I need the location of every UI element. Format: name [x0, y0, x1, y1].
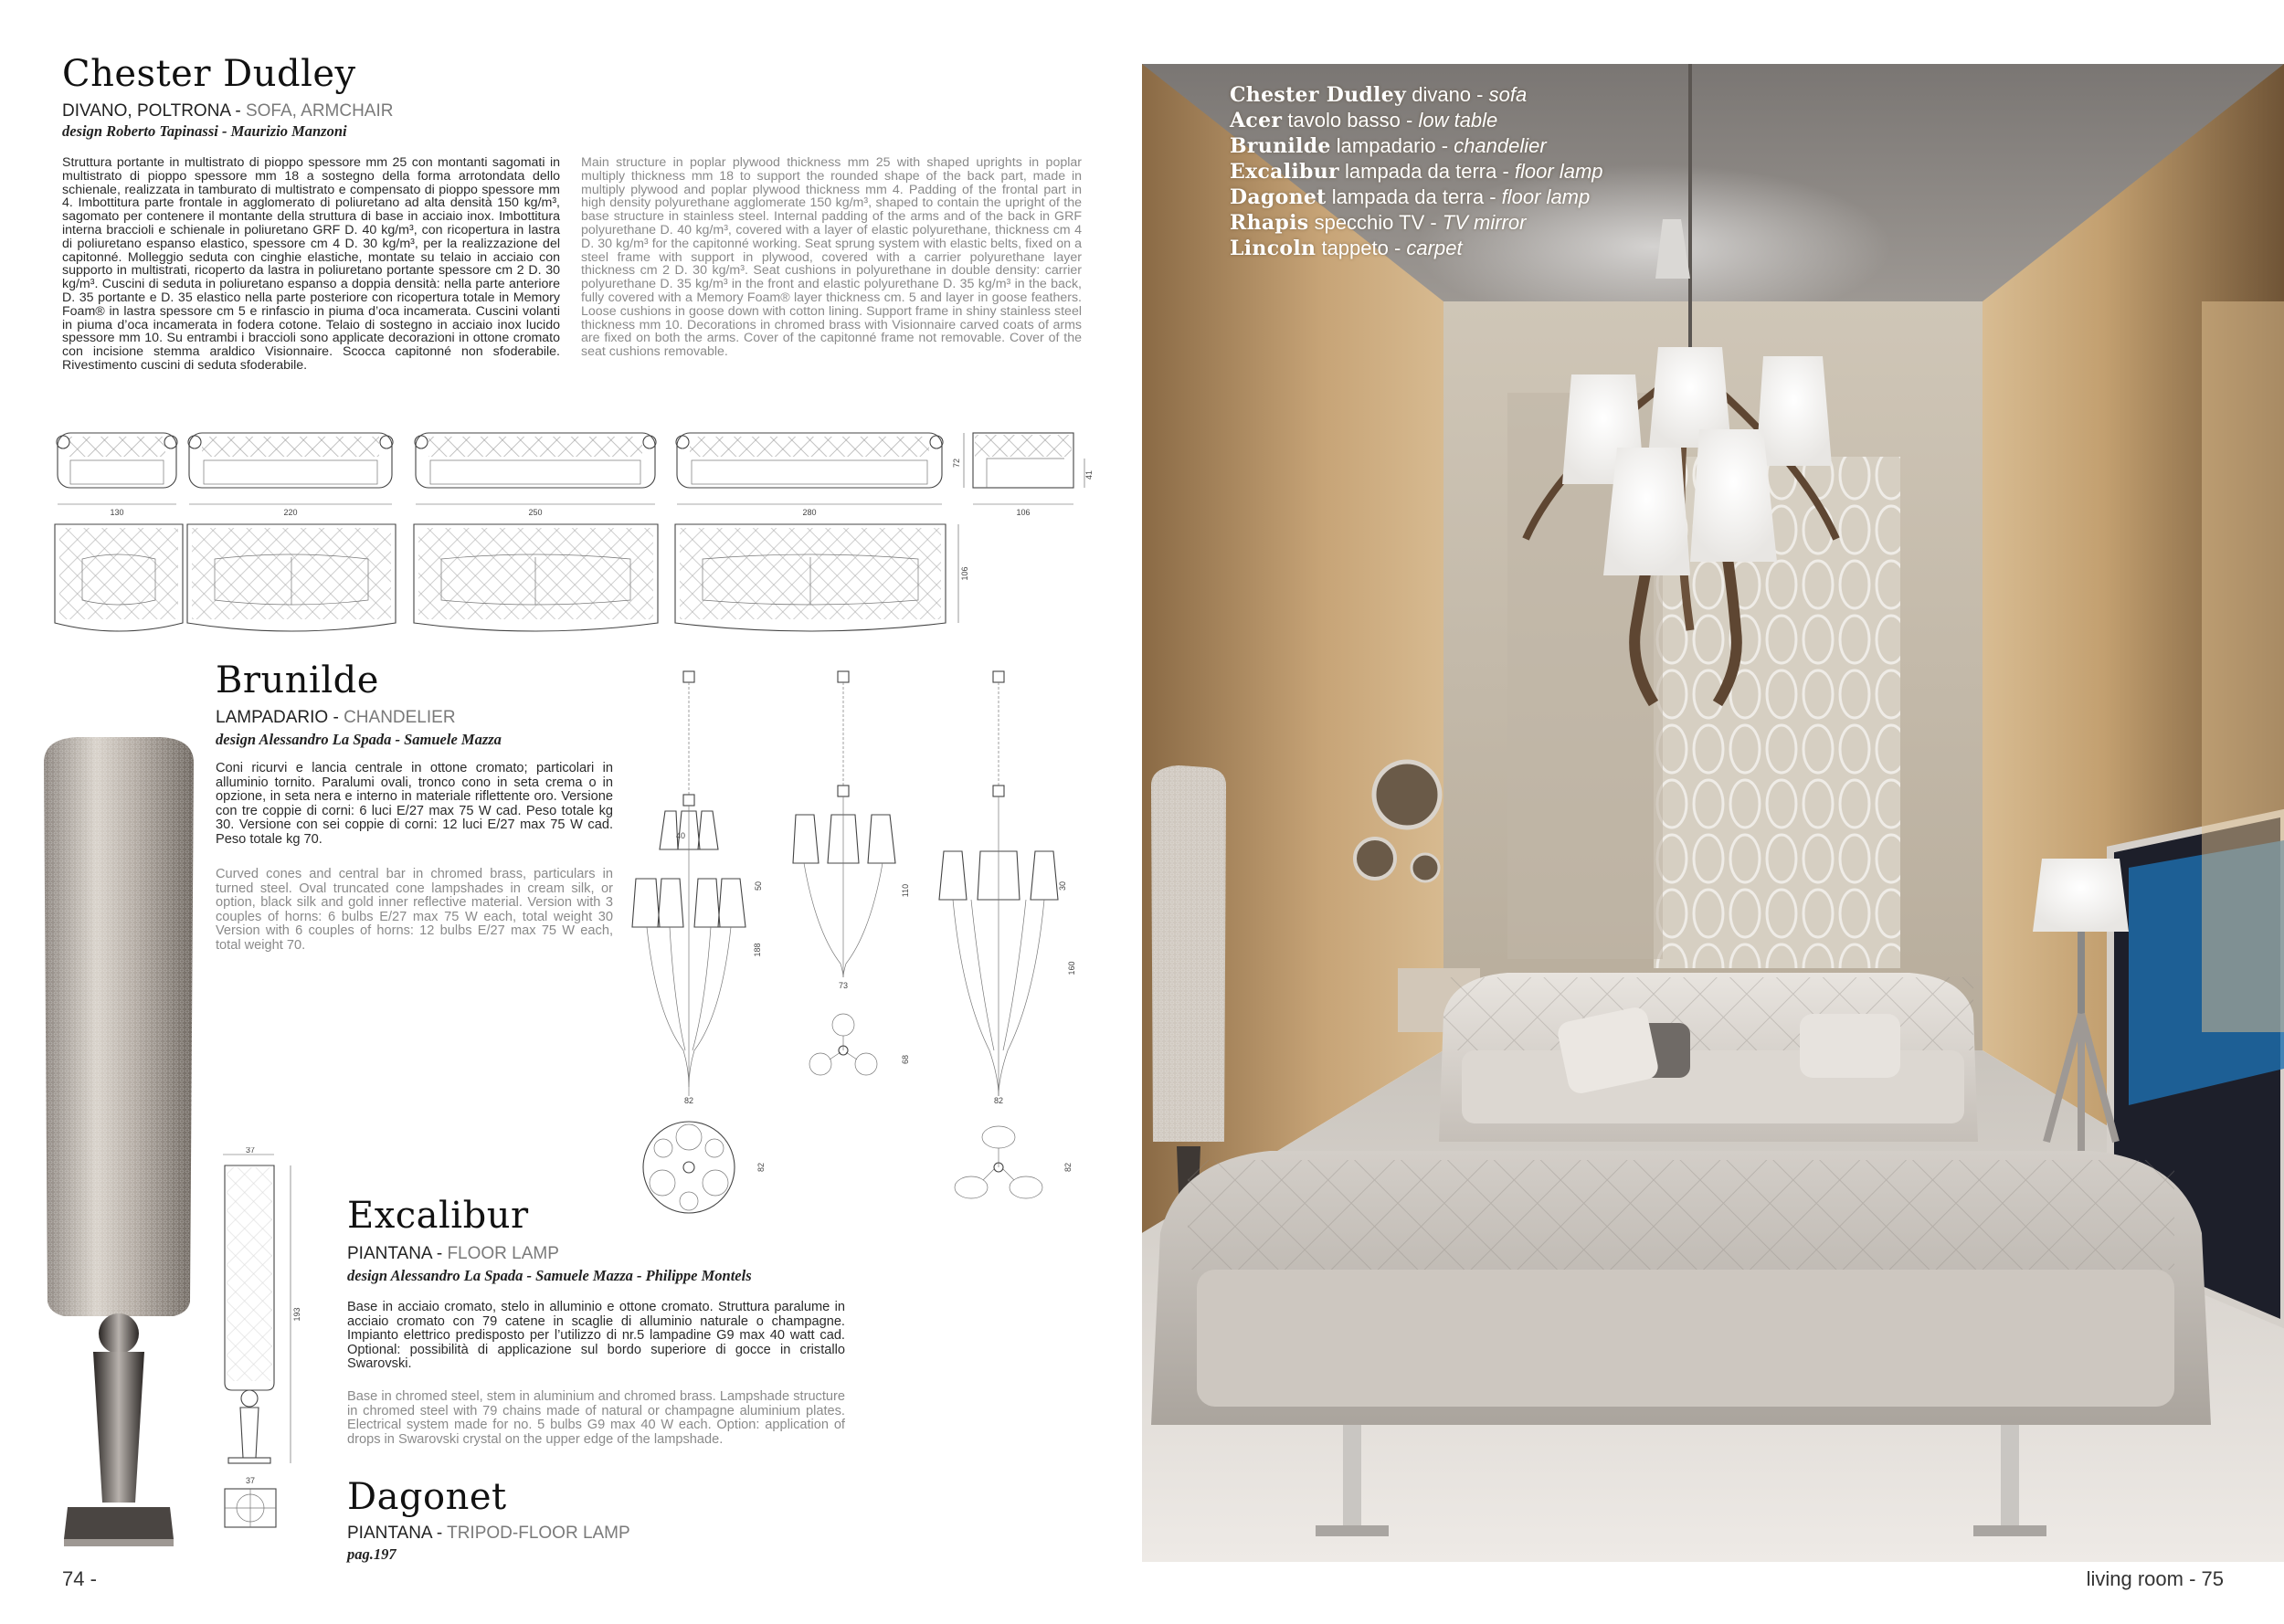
caption-name: Chester Dudley — [1230, 83, 1407, 107]
dagonet-category-en: TRIPOD-FLOOR LAMP — [447, 1524, 630, 1543]
excalibur-text-it: Base in acciaio cromato, stelo in alluminio e ottone cromato. Struttura paralume in acciaio cromato con 79 catene in scaglie di alluminio naturale o champagne. Impianto elettrico predisposto per l’utilizzo di nr.5 lampadine G9 max 40 watt cad. Optional: possibilità di applicazione sul bordo superiore di gocce in cristallo Swarovski. — [347, 1300, 845, 1372]
dagonet-category — [347, 1524, 630, 1544]
dim-brunilde-188: 188 — [753, 943, 762, 957]
page-number-right: living room - 75 — [2086, 1567, 2224, 1590]
chandelier-plan-tall — [955, 1126, 1042, 1198]
excalibur-category-it: PIANTANA — [347, 1244, 432, 1263]
chester-title: Chester Dudley — [62, 53, 356, 95]
dim-side-106: 106 — [1016, 508, 1031, 517]
dim-brunilde-160: 160 — [1067, 961, 1076, 975]
caption-en: carpet — [1406, 237, 1463, 259]
caption-name: Acer — [1230, 109, 1283, 132]
dim-brunilde-68: 68 — [901, 1054, 910, 1065]
brunilde-category-it: LAMPADARIO — [216, 708, 329, 727]
sofa-side-view — [973, 433, 1073, 488]
dim-280: 280 — [802, 508, 817, 517]
brunilde-category-en: CHANDELIER — [344, 708, 456, 727]
dim-brunilde-82: 82 — [683, 1096, 694, 1105]
chester-text-it: Struttura portante in multistrato di pioppo spessore mm 25 con montanti sagomati in multistrato di pioppo spessore mm 18 a sostegno della forma arrotondata dello schienale, realizzata in tamburato di multistrato e compensato di pioppo spessore mm 4. Imbottitura parte frontale in agglomerato di poliuretano ad alta densità 150 kg/m³, sagomato per contenere il montante della struttura di base in acciaio inox. Imbottitura interna braccioli e schienale in poliuretano GRF D. 40 kg/m³, con ricopertura in lastra di poliuretano espanso elastico, spessore cm 4 D. 30 kg/m³, per la realizzazione del capitonné. Molleggio seduta con cinghie elastiche, montate su telaio in acciaio con supporto in multistrati, ricoperto da lastra in poliuretano portante spessore cm 2 D. 30 kg/m³. Cuscini di seduta in poliuretano espanso a doppia densità: nella parte anteriore D. 35 portante e D. 35 elastico nella parte posteriore con ricopertura totale in Memory Foam® in lastra spessore cm 5 e rinfascio in piuma d’oca incamerata. Cuscini volanti in piuma d’oca incamerata in fodera cotone. Telaio di sostegno in acciaio inox lucido spessore mm 10. Su entrambi i braccioli sono applicate decorazioni in ottone cromato con incisione stemma araldico Visionnaire. Scocca capitonné non sfoderabile. Rivestimento cuscini di seduta sfoderabile. — [62, 155, 560, 373]
dim-excalibur-193: 193 — [292, 1307, 301, 1322]
dim-220: 220 — [283, 508, 298, 517]
brunilde-drawings — [629, 667, 1104, 1224]
chandelier-elevation-tall — [939, 671, 1058, 1096]
excalibur-category-sep: - — [431, 1244, 448, 1263]
caption-en: chandelier — [1454, 134, 1547, 157]
caption-line — [1230, 133, 1603, 159]
dim-brunilde-82c: 82 — [756, 1162, 766, 1173]
dagonet-page-ref[interactable]: pag.197 — [347, 1545, 397, 1563]
dagonet-title: Dagonet — [347, 1476, 507, 1518]
sofa-plan-250 — [414, 524, 658, 631]
sofa-front-280 — [676, 433, 943, 488]
chester-category — [62, 101, 393, 121]
excalibur-category-en: FLOOR LAMP — [447, 1244, 559, 1263]
caption-it: tavolo basso - — [1282, 109, 1419, 132]
caption-name: Lincoln — [1230, 237, 1316, 260]
caption-it: specchio TV - — [1308, 211, 1443, 234]
caption-it: tappeto - — [1316, 237, 1407, 259]
dim-excalibur-37-base: 37 — [245, 1476, 256, 1485]
sofa-front-250 — [415, 433, 656, 488]
brunilde-title: Brunilde — [216, 659, 379, 701]
chandelier-plan-12 — [643, 1122, 735, 1213]
living-room-photo — [1142, 64, 2284, 1562]
chester-text-en: Main structure in poplar plywood thickness mm 25 with shaped uprights in poplar multiply thickness mm 18 to support the rounded shape of the back part, made in multiply plywood and poplar plywood thickness mm 4. Padding of the frontal part in high density polyurethane agglomerate 150 kg/m³, shaped to contain the upright of the base structure in stainless steel. Internal padding of the arms and of the back in GRF polyurethane D. 40 kg/m³, covered with a layer of elastic polyurethane, thickness cm 4 D. 30 kg/m³ for the capitonné working. Seat sprung system with elastic belts, fixed on a steel frame with support in plywood, covered with a carrier polyurethane layer thickness cm 2 D. 30 kg/m³. Seat cushions in polyurethane in double density: carrier polyurethane D. 35 kg/m³ in the front and elastic polyurethane D. 35 kg/m³ in the back, fully covered with a Memory Foam® layer thickness cm. 5 and layer in goose feathers. Loose cushions in goose down with cotton lining. Support frame in shiny stainless steel thickness mm 10. Decorations in chromed brass with Visionnaire carved coats of arms are fixed on both the arms. Cover of the capitonné frame not removable. Cover of the seat cushions removable. — [581, 155, 1082, 360]
sofa-plan-130 — [55, 524, 183, 631]
caption-line — [1230, 82, 1603, 108]
caption-en: floor lamp — [1514, 160, 1603, 183]
excalibur-photo — [37, 735, 201, 1566]
dim-depth-106: 106 — [960, 566, 969, 581]
dim-brunilde-110: 110 — [901, 883, 910, 898]
dim-brunilde-50: 50 — [754, 881, 763, 891]
dim-excalibur-37-top: 37 — [245, 1147, 256, 1155]
dagonet-category-sep: - — [431, 1524, 448, 1543]
dim-130: 130 — [110, 508, 124, 517]
chester-category-sep: - — [230, 101, 246, 121]
brunilde-text-en: Curved cones and central bar in chromed brass, particulars in turned steel. Oval truncated cone lampshades in cream silk, or option, black silk and gold inner reflective material. Version with 3 couples of horns: 6 bulbs E/27 max 75 W each, total weight 30 Version with 6 couples of horns: 12 bulbs E/27 max 75 W each, total weight 70. — [216, 867, 613, 953]
caption-en: low table — [1418, 109, 1498, 132]
excalibur-title: Excalibur — [347, 1195, 529, 1237]
brunilde-category — [216, 708, 456, 728]
caption-en: TV mirror — [1442, 211, 1527, 234]
chandelier-elevation-6-lights — [793, 671, 895, 977]
photo-captions — [1230, 82, 1603, 261]
caption-en: sofa — [1488, 83, 1528, 106]
caption-name: Brunilde — [1230, 134, 1331, 158]
excalibur-category — [347, 1244, 559, 1264]
sofa-front-130 — [57, 433, 177, 488]
caption-it: lampadario - — [1330, 134, 1454, 157]
brunilde-text-it: Coni ricurvi e lancia centrale in ottone cromato; particolari in alluminio tornito. Paralumi ovali, tronco cono in seta crema o in opzione, in seta nera e interno in materiale riflettente oro. Versione con tre coppie di corni: 6 luci E/27 max 75 W cad. Peso totale kg 30. Versione con sei coppie di corni: 12 luci E/27 max 75 W cad. Peso totale kg 70. — [216, 761, 613, 847]
dim-h-41: 41 — [1084, 469, 1094, 480]
sofa-front-220 — [188, 433, 393, 488]
chester-category-it: DIVANO, POLTRONA — [62, 101, 231, 121]
dim-brunilde-73: 73 — [838, 981, 849, 990]
brunilde-designer: design Alessandro La Spada - Samuele Mazza — [216, 731, 502, 748]
sofa-plan-280 — [675, 524, 946, 631]
caption-it: lampada da terra - — [1326, 185, 1502, 208]
dim-brunilde-30: 30 — [1058, 881, 1067, 891]
caption-line — [1230, 236, 1603, 261]
dim-brunilde-40: 40 — [676, 831, 686, 840]
caption-line — [1230, 185, 1603, 210]
caption-line — [1230, 159, 1603, 185]
chester-drawings — [50, 422, 1096, 646]
excalibur-drawing — [217, 1147, 318, 1531]
brunilde-category-sep: - — [328, 708, 344, 727]
caption-line — [1230, 210, 1603, 236]
dagonet-category-it: PIANTANA — [347, 1524, 432, 1543]
caption-name: Dagonet — [1230, 185, 1327, 209]
dim-h-72: 72 — [952, 458, 961, 469]
caption-name: Excalibur — [1230, 160, 1339, 184]
caption-name: Rhapis — [1230, 211, 1309, 235]
caption-line — [1230, 108, 1603, 133]
chandelier-elevation-12-lights — [632, 671, 745, 1096]
chester-designer: design Roberto Tapinassi - Maurizio Manzoni — [62, 122, 347, 140]
dim-brunilde-82b: 82 — [993, 1096, 1004, 1105]
caption-it: lampada da terra - — [1338, 160, 1515, 183]
chandelier-plan-6 — [809, 1014, 877, 1075]
dim-250: 250 — [528, 508, 543, 517]
sofa-plan-220 — [187, 524, 396, 631]
caption-en: floor lamp — [1501, 185, 1591, 208]
caption-it: divano - — [1406, 83, 1489, 106]
dim-brunilde-82d: 82 — [1063, 1162, 1073, 1173]
chester-category-en: SOFA, ARMCHAIR — [245, 101, 394, 121]
excalibur-designer: design Alessandro La Spada - Samuele Mazza - Philippe Montels — [347, 1267, 752, 1284]
page-number-left: 74 - — [62, 1567, 97, 1590]
excalibur-text-en: Base in chromed steel, stem in aluminium and chromed brass. Lampshade structure in chromed steel with 79 chains made of natural or champagne aluminium plates. Electrical system made for no. 5 bulbs G9 max 40 W each. Option: application of drops in Swarovski crystal on the upper edge of the lampshade. — [347, 1389, 845, 1447]
